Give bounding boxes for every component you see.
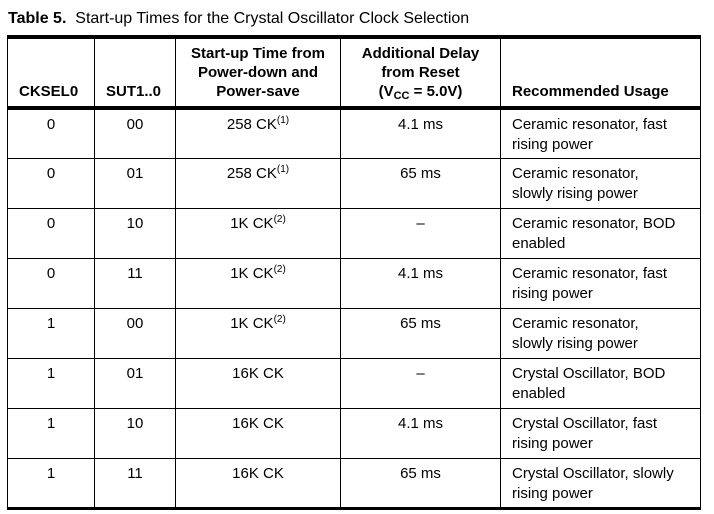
- footnote-ref: (1): [276, 115, 290, 126]
- footnote-ref: (2): [273, 313, 286, 325]
- cell-usage: [501, 208, 701, 258]
- cell-cksel0: 1: [8, 308, 95, 358]
- footnote-ref: (1): [276, 163, 290, 175]
- usage-line1: Ceramic resonator, fast: [512, 264, 668, 282]
- usage-line1: Ceramic resonator,: [512, 164, 639, 182]
- usage-line1: Ceramic resonator, fast: [512, 116, 668, 133]
- cell-sut: 00: [95, 108, 176, 158]
- cell-delay: 4.1 ms: [341, 408, 501, 458]
- usage-line2: rising power: [512, 434, 593, 452]
- cell-cksel0: 0: [8, 258, 95, 308]
- header-delay-line1: Additional Delay: [361, 45, 480, 62]
- cell-startup-time: [176, 408, 341, 458]
- cell-usage: [501, 358, 701, 408]
- cell-delay: –: [341, 208, 501, 258]
- cell-delay: 4.1 ms: [341, 258, 501, 308]
- header-delay-vcc-rest: = 5.0V): [409, 83, 463, 100]
- cell-cksel0: 1: [8, 358, 95, 408]
- cell-sut: 11: [95, 458, 176, 508]
- table-header: [8, 37, 701, 108]
- cell-cksel0: 1: [8, 458, 95, 508]
- cell-usage: [501, 408, 701, 458]
- table-row: [8, 108, 701, 158]
- usage-line1: Ceramic resonator,: [512, 314, 639, 332]
- table-row: [8, 458, 701, 508]
- header-row: [8, 37, 701, 108]
- cell-usage: [501, 458, 701, 508]
- startup-times-table: [7, 35, 701, 510]
- startup-value: 258 CK: [226, 164, 277, 182]
- usage-line2: enabled: [512, 384, 566, 402]
- cell-cksel0: 0: [8, 108, 95, 158]
- startup-value: 16K CK: [232, 414, 284, 432]
- header-delay-vcc-v: (V: [378, 83, 394, 100]
- usage-line2: rising power: [512, 136, 593, 153]
- table-body: [8, 108, 701, 508]
- cell-sut: 01: [95, 158, 176, 208]
- cell-startup-time: [176, 258, 341, 308]
- table-row: [8, 258, 701, 308]
- table-row: [8, 358, 701, 408]
- usage-line2: rising power: [512, 484, 593, 502]
- startup-value: 16K CK: [232, 364, 284, 382]
- startup-value: 1K CK: [230, 314, 274, 332]
- cell-startup-time: [176, 108, 341, 158]
- header-delay-vcc-sub: CC: [393, 90, 410, 102]
- footnote-ref: (2): [273, 213, 286, 225]
- usage-line2: slowly rising power: [512, 334, 638, 352]
- cell-cksel0: 0: [8, 158, 95, 208]
- cell-delay: 65 ms: [341, 308, 501, 358]
- table-row: [8, 408, 701, 458]
- table-row: [8, 308, 701, 358]
- footnote-ref: (2): [273, 263, 286, 275]
- startup-value: 258 CK: [226, 116, 277, 133]
- cell-startup-time: [176, 458, 341, 508]
- header-cksel0: [8, 37, 95, 108]
- cell-delay: 65 ms: [341, 458, 501, 508]
- cell-startup-time: [176, 358, 341, 408]
- header-sut-text: SUT1..0: [106, 83, 162, 100]
- cell-sut: 10: [95, 208, 176, 258]
- table-row: [8, 208, 701, 258]
- startup-value: 1K CK: [230, 214, 274, 232]
- usage-line1: Crystal Oscillator, slowly: [512, 464, 674, 482]
- startup-value: 16K CK: [232, 464, 284, 482]
- cell-startup-time: [176, 158, 341, 208]
- header-delay-line2: from Reset: [381, 64, 460, 81]
- usage-line1: Ceramic resonator, BOD: [512, 214, 676, 232]
- table-caption: [8, 9, 469, 29]
- cell-startup-time: [176, 208, 341, 258]
- header-additional-delay: [341, 37, 501, 108]
- cell-delay: 4.1 ms: [341, 108, 501, 158]
- header-startup-line2: Power-down and: [198, 64, 318, 81]
- startup-times-table-container: [7, 35, 700, 510]
- usage-line1: Crystal Oscillator, fast: [512, 414, 658, 432]
- cell-delay: 65 ms: [341, 158, 501, 208]
- table-caption-title: Start-up Times for the Crystal Oscillator Clock Selection: [75, 10, 470, 27]
- header-usage-text: Recommended Usage: [512, 83, 669, 100]
- cell-sut: 01: [95, 358, 176, 408]
- header-startup-line1: Start-up Time from: [191, 45, 325, 62]
- cell-delay: –: [341, 358, 501, 408]
- header-startup-line3: Power-save: [216, 83, 300, 100]
- header-startup-time: [176, 37, 341, 108]
- cell-usage: [501, 158, 701, 208]
- usage-line2: slowly rising power: [512, 184, 638, 202]
- startup-value: 1K CK: [230, 264, 274, 282]
- cell-sut: 00: [95, 308, 176, 358]
- header-cksel0-text: CKSEL0: [19, 83, 79, 100]
- table-row: [8, 158, 701, 208]
- cell-startup-time: [176, 308, 341, 358]
- table-caption-label: Table 5.: [8, 10, 67, 27]
- usage-line1: Crystal Oscillator, BOD: [512, 364, 666, 382]
- cell-sut: 11: [95, 258, 176, 308]
- cell-cksel0: 0: [8, 208, 95, 258]
- cell-usage: [501, 258, 701, 308]
- header-recommended-usage: [501, 37, 701, 108]
- usage-line2: enabled: [512, 234, 566, 252]
- cell-usage: [501, 108, 701, 158]
- cell-sut: 10: [95, 408, 176, 458]
- cell-usage: [501, 308, 701, 358]
- cell-cksel0: 1: [8, 408, 95, 458]
- header-sut: [95, 37, 176, 108]
- usage-line2: rising power: [512, 284, 593, 302]
